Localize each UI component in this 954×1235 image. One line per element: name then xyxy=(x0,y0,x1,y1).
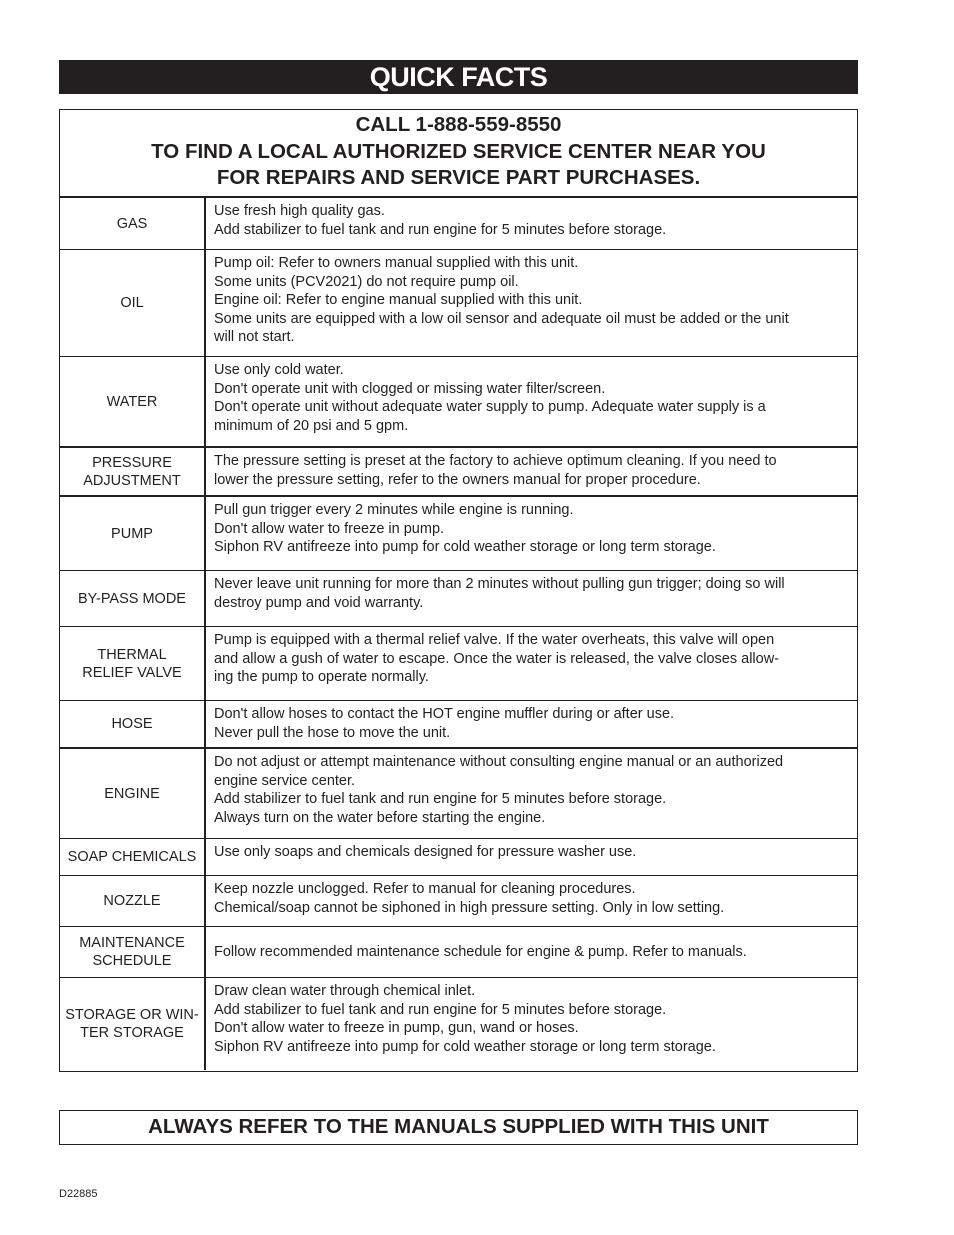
fact-details xyxy=(206,978,857,1070)
fact-topic-line: NOZZLE xyxy=(103,893,161,909)
fact-topic-line: GAS xyxy=(116,215,148,232)
fact-details xyxy=(206,448,857,495)
fact-detail-line: Use fresh high quality gas. xyxy=(214,203,385,219)
fact-detail-line: Never leave unit running for more than 2 minutes without pulling gun trigger; doing so will xyxy=(214,576,785,592)
fact-detail-line: Never pull the hose to move the unit. xyxy=(214,724,451,741)
manuals-reminder: ALWAYS REFER TO THE MANUALS SUPPLIED WITH THIS UNIT xyxy=(59,1110,858,1145)
fact-topic-label xyxy=(60,978,206,1070)
fact-topic-label xyxy=(60,839,206,875)
fact-details xyxy=(206,701,857,747)
call-line-repairs: FOR REPAIRS AND SERVICE PART PURCHASES. xyxy=(216,166,701,189)
fact-topic-label xyxy=(60,876,206,926)
fact-detail-line: minimum of 20 psi and 5 gpm. xyxy=(214,417,409,434)
fact-row xyxy=(60,198,857,250)
call-line-phone: CALL 1-888-559-8550 xyxy=(355,113,562,136)
fact-details xyxy=(206,198,857,249)
fact-row xyxy=(60,978,857,1070)
fact-topic-line: RELIEF VALVE xyxy=(82,664,182,681)
fact-detail-line: Use only soaps and chemicals designed for pressure washer use. xyxy=(214,844,637,860)
fact-topic-line: WATER xyxy=(106,393,158,410)
fact-row xyxy=(60,627,857,701)
fact-detail-line: Some units are equipped with a low oil sensor and adequate oil must be added or the unit xyxy=(214,310,789,327)
fact-details xyxy=(206,250,857,356)
fact-topic-line: ADJUSTMENT xyxy=(83,472,181,489)
fact-topic-line: BY-PASS MODE xyxy=(78,590,186,607)
fact-topic-label xyxy=(60,198,206,249)
fact-detail-line: Add stabilizer to fuel tank and run engine for 5 minutes before storage. xyxy=(214,221,667,238)
fact-topic-label xyxy=(60,749,206,838)
fact-details xyxy=(206,497,857,570)
fact-row xyxy=(60,839,857,876)
fact-detail-line: Some units (PCV2021) do not require pump oil. xyxy=(214,273,519,290)
fact-topic-line: HOSE xyxy=(111,716,153,732)
fact-detail-line: Add stabilizer to fuel tank and run engine for 5 minutes before storage. xyxy=(214,1001,667,1018)
fact-topic-label xyxy=(60,927,206,977)
fact-detail-line: Add stabilizer to fuel tank and run engine for 5 minutes before storage. xyxy=(214,791,667,808)
fact-topic-line: STORAGE OR WIN- xyxy=(65,1007,199,1023)
document-code: D22885 xyxy=(59,1188,98,1200)
fact-detail-line: engine service center. xyxy=(214,772,356,789)
fact-detail-line: Engine oil: Refer to engine manual supplied with this unit. xyxy=(214,292,583,309)
fact-detail-line: ing the pump to operate normally. xyxy=(214,669,429,686)
fact-detail-line: The pressure setting is preset at the factory to achieve optimum cleaning. If you need to xyxy=(214,453,777,469)
fact-topic-line: MAINTENANCE xyxy=(79,935,185,951)
fact-row xyxy=(60,250,857,357)
fact-detail-line: destroy pump and void warranty. xyxy=(214,594,424,611)
fact-topic-line: PUMP xyxy=(111,525,153,542)
fact-topic-label xyxy=(60,497,206,570)
fact-detail-line: Use only cold water. xyxy=(214,362,344,378)
fact-topic-label xyxy=(60,250,206,356)
fact-topic-label xyxy=(60,571,206,626)
fact-topic-line: THERMAL xyxy=(97,646,167,663)
fact-row xyxy=(60,876,857,927)
fact-detail-line: lower the pressure setting, refer to the owners manual for proper procedure. xyxy=(214,471,701,488)
fact-topic-label xyxy=(60,448,206,495)
fact-row xyxy=(60,448,857,497)
quick-facts-table xyxy=(59,109,858,1072)
fact-details xyxy=(206,627,857,700)
fact-topic-label xyxy=(60,627,206,700)
fact-detail-line: Pull gun trigger every 2 minutes while engine is running. xyxy=(214,502,574,518)
fact-row xyxy=(60,749,857,839)
fact-details xyxy=(206,876,857,926)
fact-detail-line: Pump is equipped with a thermal relief valve. If the water overheats, this valve will open xyxy=(214,632,775,648)
fact-row xyxy=(60,927,857,978)
fact-detail-line: Siphon RV antifreeze into pump for cold weather storage or long term storage. xyxy=(214,539,716,556)
fact-detail-line: Chemical/soap cannot be siphoned in high pressure setting. Only in low setting. xyxy=(214,899,725,916)
fact-topic-line: SOAP CHEMICALS xyxy=(67,849,197,865)
fact-topic-label xyxy=(60,701,206,747)
fact-detail-line: Don't allow hoses to contact the HOT engine muffler during or after use. xyxy=(214,706,675,722)
fact-detail-line: will not start. xyxy=(214,329,295,346)
fact-detail-line: Don't operate unit without adequate water supply to pump. Adequate water supply is a xyxy=(214,399,766,416)
fact-detail-line: Don't operate unit with clogged or missing water filter/screen. xyxy=(214,380,606,397)
fact-details xyxy=(206,749,857,838)
fact-row xyxy=(60,701,857,749)
service-call-banner xyxy=(60,110,857,198)
fact-detail-line: Siphon RV antifreeze into pump for cold weather storage or long term storage. xyxy=(214,1038,716,1055)
fact-detail-line: Always turn on the water before starting the engine. xyxy=(214,809,546,826)
fact-row xyxy=(60,497,857,571)
fact-details xyxy=(206,927,857,977)
fact-details xyxy=(206,571,857,626)
page-title: QUICK FACTS xyxy=(59,60,858,94)
fact-detail-line: Draw clean water through chemical inlet. xyxy=(214,983,476,999)
fact-row xyxy=(60,357,857,448)
fact-topic-label xyxy=(60,357,206,446)
fact-topic-line: SCHEDULE xyxy=(92,953,172,969)
fact-detail-line: and allow a gush of water to escape. Once the water is released, the valve closes allow- xyxy=(214,650,779,667)
fact-detail-line: Follow recommended maintenance schedule for engine & pump. Refer to manuals. xyxy=(214,943,747,960)
fact-topic-line: OIL xyxy=(120,295,144,311)
fact-row xyxy=(60,571,857,627)
fact-detail-line: Pump oil: Refer to owners manual supplied with this unit. xyxy=(214,255,579,271)
fact-topic-line: TER STORAGE xyxy=(80,1025,184,1041)
fact-detail-line: Don't allow water to freeze in pump, gun, wand or hoses. xyxy=(214,1020,579,1037)
call-line-service-center: TO FIND A LOCAL AUTHORIZED SERVICE CENTER NEAR YOU xyxy=(151,139,766,163)
fact-details xyxy=(206,357,857,446)
fact-topic-line: PRESSURE xyxy=(92,454,172,471)
fact-detail-line: Do not adjust or attempt maintenance without consulting engine manual or an authorized xyxy=(214,754,784,770)
fact-topic-line: ENGINE xyxy=(104,785,160,802)
facts-rows xyxy=(60,198,857,1070)
fact-detail-line: Keep nozzle unclogged. Refer to manual for cleaning procedures. xyxy=(214,881,636,897)
fact-details xyxy=(206,839,857,875)
fact-detail-line: Don't allow water to freeze in pump. xyxy=(214,520,445,537)
